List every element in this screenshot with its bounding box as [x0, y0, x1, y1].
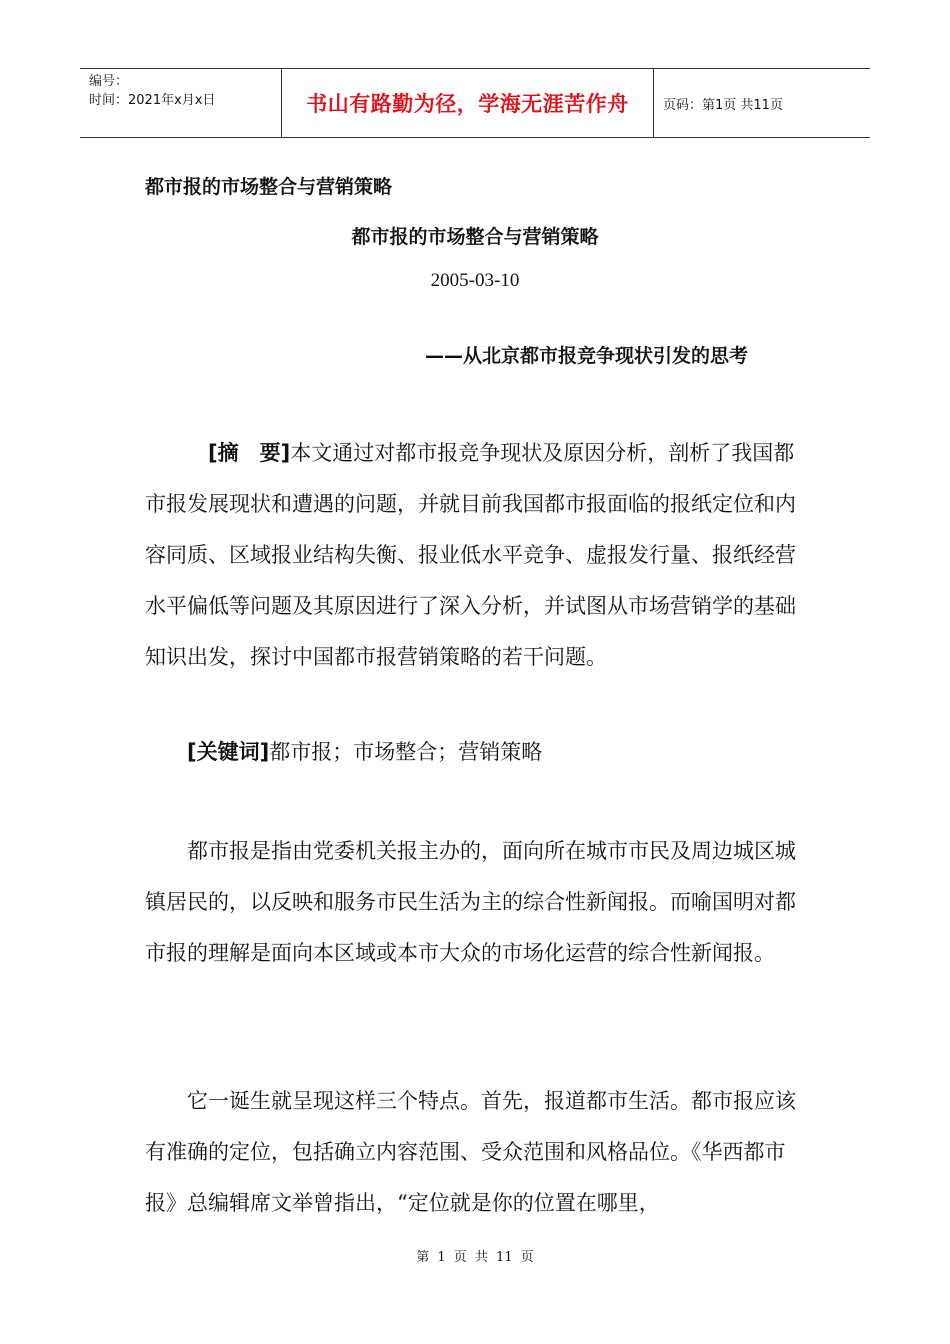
- page-header: [80, 68, 870, 138]
- abstract-label: [摘 要]: [208, 441, 291, 465]
- document-title: 都市报的市场整合与营销策略: [145, 176, 393, 198]
- article-date: 2005-03-10: [430, 270, 520, 291]
- page-footer: 第 1 页 共 11 页: [416, 1250, 534, 1265]
- motto-text: 书山有路勤为径，学海无涯苦作舟: [306, 91, 629, 116]
- keywords-paragraph: [145, 727, 805, 778]
- body-paragraph-1: 都市报是指由党委机关报主办的，面向所在城市市民及周边城区城镇居民的，以反映和服务市民生活为主的综合性新闻报。而喻国明对都市报的理解是面向本区域或本市大众的市场化运营的综合性新闻报。: [145, 839, 796, 965]
- time-label: 时间：2021年x月x日: [89, 93, 216, 108]
- body-paragraph-2: 它一诞生就呈现这样三个特点。首先，报道都市生活。都市报应该有准确的定位，包括确立内容范围、受众范围和风格品位。《华西都市报》总编辑席文举曾指出，“定位就是你的位置在哪里，: [145, 1089, 796, 1215]
- keywords-label: [关键词]: [187, 740, 270, 764]
- header-meta-cell: [80, 69, 282, 137]
- header-motto-cell: [282, 69, 654, 137]
- code-label: 编号：: [89, 74, 129, 89]
- header-page-cell: [654, 69, 870, 137]
- abstract-paragraph: [145, 428, 805, 683]
- abstract-text: 本文通过对都市报竞争现状及原因分析，剖析了我国都市报发展现状和遭遇的问题，并就目前我国都市报面临的报纸定位和内容同质、区域报业结构失衡、报业低水平竞争、虚报发行量、报纸经营水平偏低等问题及其原因进行了深入分析，并试图从市场营销学的基础知识出发，探讨中国都市报营销策略的若干问题。: [145, 441, 796, 669]
- keywords-text: 都市报；市场整合；营销策略: [269, 740, 543, 764]
- page-info: 页码：第1页 共11页: [663, 97, 783, 113]
- article-subtitle: ——从北京都市报竞争现状引发的思考: [425, 345, 749, 367]
- article-title: 都市报的市场整合与营销策略: [351, 226, 599, 248]
